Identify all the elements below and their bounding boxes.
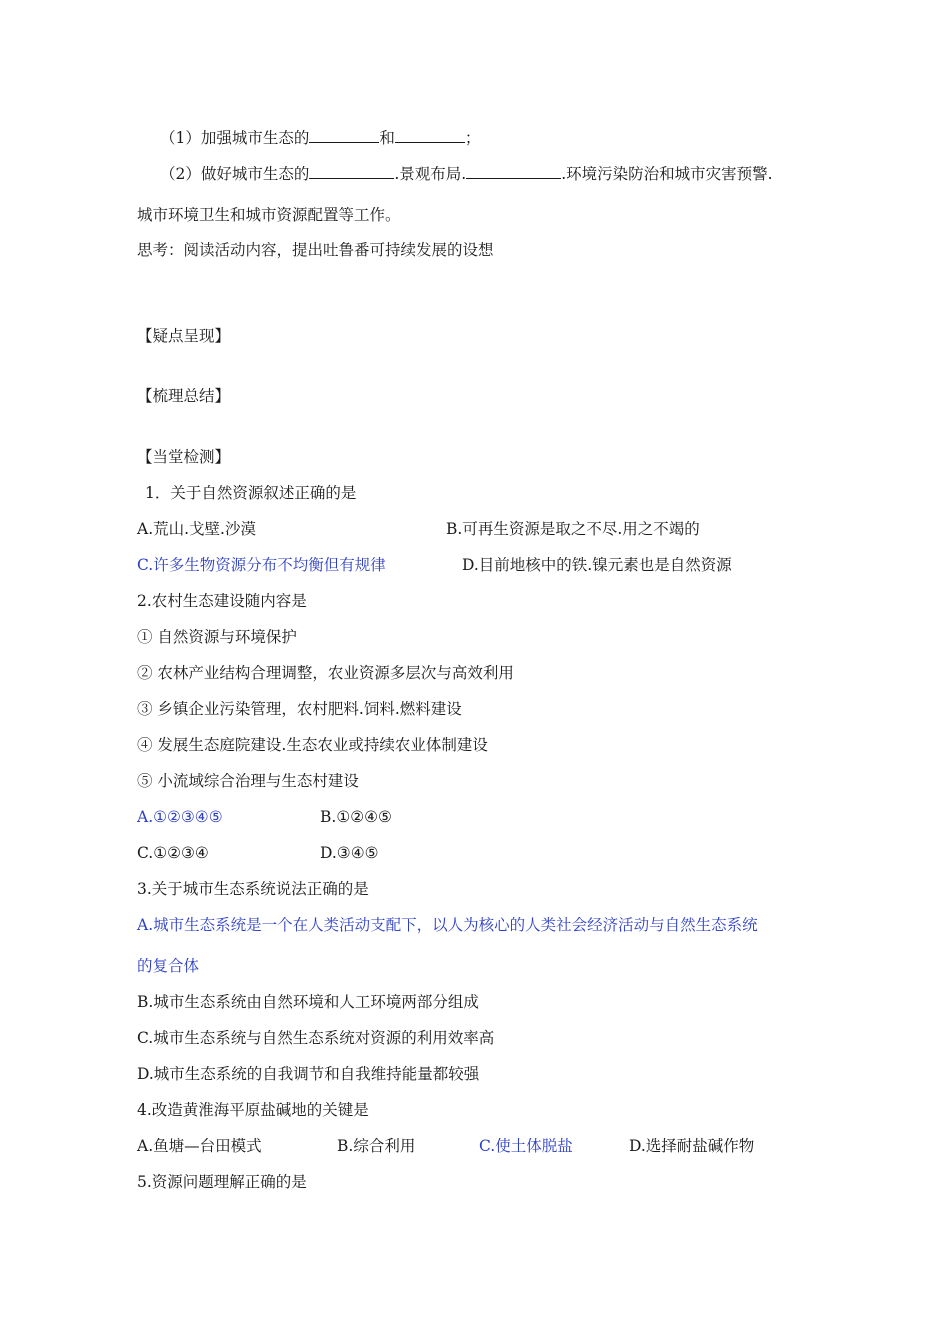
q2-item: ③ 乡镇企业污染管理，农村肥料.饲料.燃料建设: [137, 700, 462, 718]
heading-doubts: 【疑点呈现】: [137, 327, 231, 345]
fill-2-prefix: （2）做好城市生态的: [160, 165, 310, 183]
q1-stem: 1．关于自然资源叙述正确的是: [145, 484, 357, 502]
blank-1b[interactable]: [395, 128, 465, 143]
q3-option-a-answer-line2: 的复合体: [137, 957, 200, 975]
q3-option-c: C.城市生态系统与自然生态系统对资源的利用效率高: [137, 1029, 495, 1047]
q2-option-a-answer: A.①②③④⑤: [137, 808, 223, 826]
q4-option-b: B.综合利用: [337, 1137, 416, 1155]
q4-option-a: A.鱼塘—台田模式: [137, 1137, 262, 1155]
fill-line-2: [160, 164, 773, 184]
blank-1a[interactable]: [309, 128, 379, 143]
q1-option-a: A.荒山.戈壁.沙漠: [137, 520, 256, 538]
heading-summary: 【梳理总结】: [137, 387, 231, 405]
q2-item: ④ 发展生态庭院建设.生态农业或持续农业体制建设: [137, 736, 488, 754]
fill-2-suffix: .环境污染防治和城市灾害预警.: [561, 165, 773, 183]
q2-stem: 2.农村生态建设随内容是: [137, 592, 307, 610]
fill-line-1: [160, 128, 480, 148]
q1-option-b: B.可再生资源是取之不尽.用之不竭的: [446, 520, 700, 538]
blank-2a[interactable]: [309, 164, 394, 179]
q3-stem: 3.关于城市生态系统说法正确的是: [137, 880, 369, 898]
q3-option-d: D.城市生态系统的自我调节和自我维持能量都较强: [137, 1065, 480, 1083]
q2-option-d: D.③④⑤: [320, 844, 379, 862]
q2-item: ① 自然资源与环境保护: [137, 628, 297, 646]
fill-1-prefix: （1）加强城市生态的: [160, 129, 310, 147]
q4-stem: 4.改造黄淮海平原盐碱地的关键是: [137, 1101, 369, 1119]
q1-option-c-answer: C.许多生物资源分布不均衡但有规律: [137, 556, 386, 574]
fill-1-mid: 和: [379, 129, 395, 147]
fill-1-suffix: ；: [464, 129, 481, 147]
q5-stem: 5.资源问题理解正确的是: [137, 1173, 307, 1191]
q1-option-d: D.目前地核中的铁.镍元素也是自然资源: [462, 556, 732, 574]
q2-option-b: B.①②④⑤: [320, 808, 392, 826]
fill-2-mid: .景观布局.: [394, 165, 467, 183]
q2-item: ② 农林产业结构合理调整，农业资源多层次与高效利用: [137, 664, 514, 682]
heading-test: 【当堂检测】: [137, 448, 231, 466]
q4-option-c-answer: C.使土体脱盐: [479, 1137, 573, 1155]
q4-option-d: D.选择耐盐碱作物: [629, 1137, 755, 1155]
blank-2b[interactable]: [466, 164, 561, 179]
think-prompt: 思考：阅读活动内容，提出吐鲁番可持续发展的设想: [137, 241, 494, 259]
q2-option-c: C.①②③④: [137, 844, 209, 862]
q3-option-b: B.城市生态系统由自然环境和人工环境两部分组成: [137, 993, 479, 1011]
q2-item: ⑤ 小流域综合治理与生态村建设: [137, 772, 359, 790]
fill-2-continuation: 城市环境卫生和城市资源配置等工作。: [137, 206, 401, 224]
q3-option-a-answer-line1: A.城市生态系统是一个在人类活动支配下，以人为核心的人类社会经济活动与自然生态系统: [137, 916, 758, 934]
